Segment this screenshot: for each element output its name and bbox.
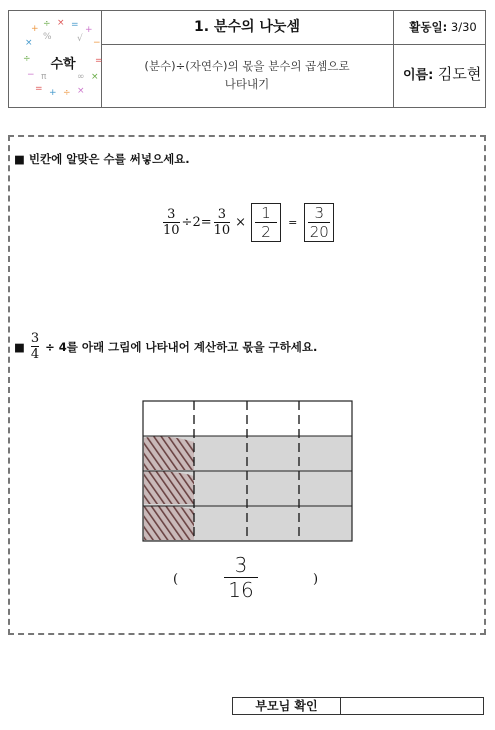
subject-label: 수학 — [50, 57, 76, 72]
svg-text:=: = — [71, 20, 79, 30]
worksheet-subtitle — [101, 57, 393, 93]
svg-text:%: % — [43, 32, 52, 42]
svg-text:=: = — [35, 84, 43, 94]
worksheet-title: 1. 분수의 나눗셈 — [194, 19, 300, 35]
denominator: 10 — [163, 223, 180, 238]
denominator: 4 — [30, 347, 40, 362]
subject-logo — [23, 17, 103, 97]
question-2-text: ÷ 4를 아래 그림에 나타내어 계산하고 몫을 구하세요. — [45, 339, 318, 354]
question-2-answer[interactable] — [224, 553, 258, 602]
denominator: 20 — [309, 223, 329, 241]
svg-text:×: × — [57, 18, 65, 28]
hatched-cell — [144, 505, 194, 540]
svg-text:π: π — [41, 72, 47, 82]
header-divider — [101, 44, 485, 45]
svg-text:÷: ÷ — [23, 54, 31, 64]
denominator: 10 — [213, 223, 231, 238]
svg-text:−: − — [93, 38, 101, 48]
bullet: ■ — [14, 339, 25, 354]
fraction — [163, 207, 180, 238]
hatched-cell — [144, 436, 194, 470]
question-1-equation — [163, 203, 334, 242]
question-1-prompt: ■ 빈칸에 알맞은 수를 써넣으세요. — [14, 152, 190, 166]
subtitle-line: 나타내기 — [224, 77, 270, 91]
svg-text:×: × — [77, 86, 85, 96]
question-2-prompt — [14, 331, 317, 362]
name-value: 김도현 — [437, 65, 482, 83]
numerator: 3 — [234, 553, 248, 577]
divide-operator: ÷2= — [181, 215, 212, 230]
fraction-grid-drawing — [142, 400, 354, 548]
numerator: 3 — [314, 204, 325, 222]
header-divider — [393, 11, 394, 107]
name-label: 이름: — [403, 68, 434, 83]
denominator: 16 — [228, 578, 254, 602]
hatched-cell — [144, 471, 194, 504]
svg-text:√: √ — [77, 34, 83, 44]
equals-operator: = — [288, 216, 298, 229]
denominator: 2 — [261, 223, 271, 241]
times-operator: × — [235, 215, 247, 230]
fraction — [214, 207, 231, 238]
worksheet-header — [8, 10, 486, 108]
svg-text:+: + — [85, 25, 93, 35]
svg-text:=: = — [95, 56, 103, 66]
paren-close: ) — [313, 572, 319, 587]
parent-signature-field[interactable] — [342, 698, 483, 714]
date-label: 활동일: — [409, 20, 448, 34]
subtitle-line: (분수)÷(자연수)의 몫을 분수의 곱셈으로 — [144, 59, 350, 73]
numerator: 3 — [30, 331, 40, 346]
svg-text:÷: ÷ — [63, 88, 71, 97]
activity-date — [399, 11, 487, 44]
paren-open: ( — [173, 572, 179, 587]
svg-text:÷: ÷ — [43, 19, 51, 29]
numerator: 1 — [261, 204, 271, 222]
answer-box-2[interactable] — [304, 203, 334, 242]
student-name — [403, 63, 481, 84]
parent-check-box — [232, 697, 484, 715]
grid-svg — [142, 400, 354, 544]
numerator: 3 — [167, 207, 176, 222]
answer-box-1[interactable] — [251, 203, 281, 242]
parent-check-label: 부모님 확인 — [233, 698, 341, 714]
svg-text:∞: ∞ — [77, 72, 85, 82]
fraction — [31, 331, 39, 362]
numerator: 3 — [217, 207, 227, 222]
svg-text:×: × — [25, 38, 33, 48]
date-value: 3/30 — [450, 20, 477, 34]
svg-text:−: − — [27, 70, 35, 80]
svg-text:+: + — [31, 24, 39, 34]
svg-text:+: + — [49, 88, 57, 97]
svg-text:×: × — [91, 72, 99, 82]
